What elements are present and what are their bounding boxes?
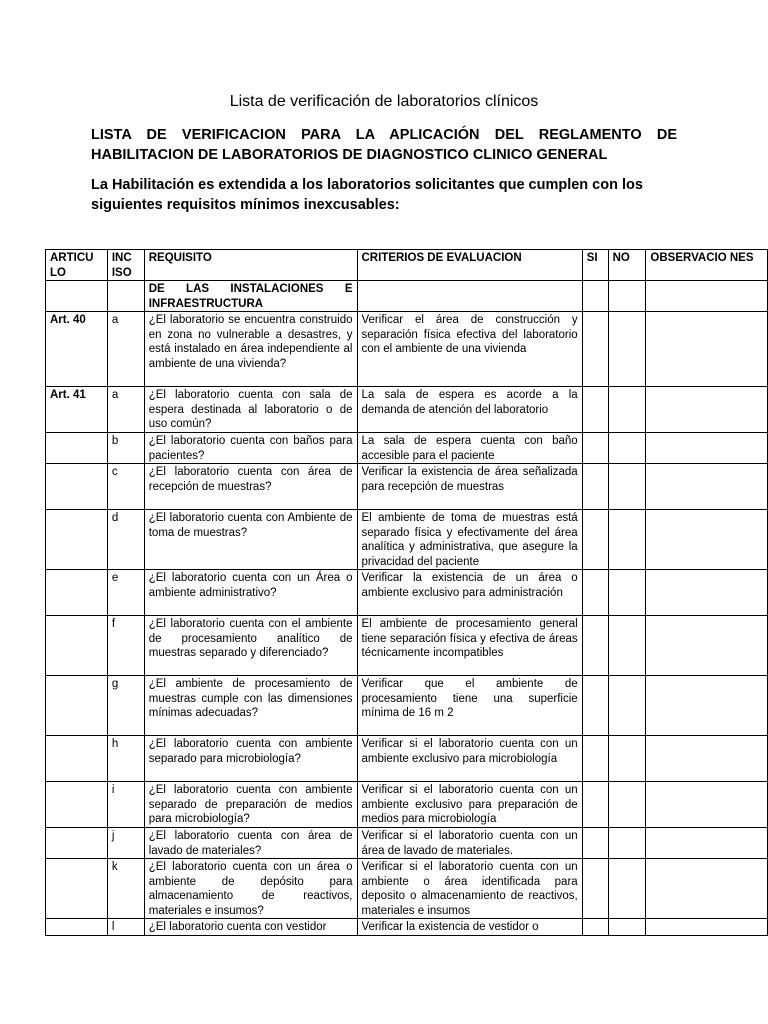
si-cell bbox=[582, 616, 608, 676]
no-cell bbox=[608, 782, 646, 828]
criterio-cell: El ambiente de toma de muestras está separado física y efectivamente del área analítica y administrativa, que asegure la privacidad del paciente bbox=[357, 510, 582, 570]
table-row bbox=[46, 782, 768, 828]
articulo-cell bbox=[46, 570, 108, 616]
requisito-cell: ¿El laboratorio cuenta con un Área o ambiente administrativo? bbox=[144, 570, 357, 616]
criterio-cell: Verificar la existencia de un área o ambiente exclusivo para administración bbox=[357, 570, 582, 616]
criterio-cell: Verificar si el laboratorio cuenta con un ambiente exclusivo para microbiología bbox=[357, 736, 582, 782]
requisito-cell: ¿El laboratorio cuenta con Ambiente de toma de muestras? bbox=[144, 510, 357, 570]
si-cell bbox=[582, 676, 608, 736]
inciso-cell: h bbox=[107, 736, 144, 782]
col-header-no: NO bbox=[608, 250, 646, 281]
no-cell bbox=[608, 736, 646, 782]
articulo-cell bbox=[46, 782, 108, 828]
criterio-cell bbox=[357, 281, 582, 312]
si-cell bbox=[582, 281, 608, 312]
si-cell bbox=[582, 782, 608, 828]
table-row bbox=[46, 736, 768, 782]
requisito-cell: ¿El laboratorio cuenta con un área o ambiente de depósito para almacenamiento de reactivos, materiales e insumos? bbox=[144, 859, 357, 919]
table-row bbox=[46, 616, 768, 676]
observaciones-cell bbox=[646, 510, 768, 570]
inciso-cell: e bbox=[107, 570, 144, 616]
si-cell bbox=[582, 464, 608, 510]
requisito-cell: ¿El laboratorio cuenta con ambiente separado de preparación de medios para microbiología? bbox=[144, 782, 357, 828]
no-cell bbox=[608, 281, 646, 312]
table-row bbox=[46, 510, 768, 570]
checklist-table bbox=[45, 249, 768, 936]
observaciones-cell bbox=[646, 736, 768, 782]
requisito-cell: ¿El laboratorio cuenta con vestidor bbox=[144, 919, 357, 936]
inciso-cell: a bbox=[107, 312, 144, 387]
si-cell bbox=[582, 736, 608, 782]
articulo-cell: Art. 41 bbox=[46, 387, 108, 433]
si-cell bbox=[582, 828, 608, 859]
no-cell bbox=[608, 828, 646, 859]
criterio-cell: La sala de espera cuenta con baño accesible para el paciente bbox=[357, 433, 582, 464]
observaciones-cell bbox=[646, 676, 768, 736]
articulo-cell bbox=[46, 281, 108, 312]
requisito-cell: ¿El laboratorio cuenta con el ambiente de procesamiento analítico de muestras separado y diferenciado? bbox=[144, 616, 357, 676]
criterio-cell: Verificar que el ambiente de procesamiento tiene una superficie mínima de 16 m 2 bbox=[357, 676, 582, 736]
si-cell bbox=[582, 919, 608, 936]
articulo-cell bbox=[46, 919, 108, 936]
no-cell bbox=[608, 312, 646, 387]
inciso-cell: j bbox=[107, 828, 144, 859]
criterio-cell: Verificar la existencia de área señalizada para recepción de muestras bbox=[357, 464, 582, 510]
observaciones-cell bbox=[646, 570, 768, 616]
articulo-cell bbox=[46, 676, 108, 736]
inciso-cell: b bbox=[107, 433, 144, 464]
observaciones-cell bbox=[646, 281, 768, 312]
section-title-cell: DE LAS INSTALACIONES E INFRAESTRUCTURA bbox=[144, 281, 357, 312]
si-cell bbox=[582, 570, 608, 616]
criterio-cell: Verificar la existencia de vestidor o bbox=[357, 919, 582, 936]
no-cell bbox=[608, 616, 646, 676]
articulo-cell bbox=[46, 510, 108, 570]
table-row bbox=[46, 312, 768, 387]
col-header-si: SI bbox=[582, 250, 608, 281]
articulo-cell bbox=[46, 828, 108, 859]
inciso-cell: g bbox=[107, 676, 144, 736]
no-cell bbox=[608, 676, 646, 736]
no-cell bbox=[608, 387, 646, 433]
requisito-cell: ¿El laboratorio cuenta con área de lavado de materiales? bbox=[144, 828, 357, 859]
si-cell bbox=[582, 510, 608, 570]
observaciones-cell bbox=[646, 464, 768, 510]
si-cell bbox=[582, 312, 608, 387]
observaciones-cell bbox=[646, 433, 768, 464]
criterio-cell: Verificar si el laboratorio cuenta con un ambiente exclusivo para preparación de medios para microbiología bbox=[357, 782, 582, 828]
inciso-cell: k bbox=[107, 859, 144, 919]
articulo-cell bbox=[46, 464, 108, 510]
observaciones-cell bbox=[646, 782, 768, 828]
col-header-articulo: ARTICU LO bbox=[46, 250, 108, 281]
inciso-cell: d bbox=[107, 510, 144, 570]
requisito-cell: ¿El laboratorio cuenta con sala de espera destinada al laboratorio o de uso común? bbox=[144, 387, 357, 433]
inciso-cell: c bbox=[107, 464, 144, 510]
no-cell bbox=[608, 464, 646, 510]
table-row bbox=[46, 828, 768, 859]
criterio-cell: Verificar si el laboratorio cuenta con un ambiente o área identificada para deposito o almacenamiento de reactivos, materiales e insumos bbox=[357, 859, 582, 919]
no-cell bbox=[608, 433, 646, 464]
observaciones-cell bbox=[646, 616, 768, 676]
table-row bbox=[46, 433, 768, 464]
criterio-cell: Verificar si el laboratorio cuenta con un área de lavado de materiales. bbox=[357, 828, 582, 859]
inciso-cell: a bbox=[107, 387, 144, 433]
si-cell bbox=[582, 859, 608, 919]
observaciones-cell bbox=[646, 828, 768, 859]
col-header-requisito: REQUISITO bbox=[144, 250, 357, 281]
articulo-cell: Art. 40 bbox=[46, 312, 108, 387]
inciso-cell: l bbox=[107, 919, 144, 936]
inciso-cell: f bbox=[107, 616, 144, 676]
articulo-cell bbox=[46, 433, 108, 464]
table-row bbox=[46, 387, 768, 433]
si-cell bbox=[582, 387, 608, 433]
requisito-cell: ¿El laboratorio se encuentra construido en zona no vulnerable a desastres, y está instalado en área independiente al ambiente de una vivienda? bbox=[144, 312, 357, 387]
criterio-cell: Verificar el área de construcción y separación física efectiva del laboratorio con el ambiente de una vivienda bbox=[357, 312, 582, 387]
section-row bbox=[46, 281, 768, 312]
observaciones-cell bbox=[646, 859, 768, 919]
table-row bbox=[46, 859, 768, 919]
no-cell bbox=[608, 919, 646, 936]
requisito-cell: ¿El laboratorio cuenta con área de recepción de muestras? bbox=[144, 464, 357, 510]
criterio-cell: La sala de espera es acorde a la demanda de atención del laboratorio bbox=[357, 387, 582, 433]
articulo-cell bbox=[46, 859, 108, 919]
criterio-cell: El ambiente de procesamiento general tiene separación física y efectiva de áreas técnicamente incompatibles bbox=[357, 616, 582, 676]
inciso-cell: i bbox=[107, 782, 144, 828]
checklist-heading: LISTA DE VERIFICACION PARA LA APLICACIÓN DEL REGLAMENTO DE HABILITACION DE LABORATORIOS DE DIAGNOSTICO CLINICO GENERAL bbox=[91, 127, 677, 163]
table-row bbox=[46, 676, 768, 736]
requisito-cell: ¿El ambiente de procesamiento de muestras cumple con las dimensiones mínimas adecuadas? bbox=[144, 676, 357, 736]
col-header-inciso: INC ISO bbox=[107, 250, 144, 281]
header-row bbox=[46, 250, 768, 281]
col-header-criterios: CRITERIOS DE EVALUACION bbox=[357, 250, 582, 281]
observaciones-cell bbox=[646, 312, 768, 387]
articulo-cell bbox=[46, 736, 108, 782]
observaciones-cell bbox=[646, 387, 768, 433]
requisito-cell: ¿El laboratorio cuenta con ambiente separado para microbiología? bbox=[144, 736, 357, 782]
no-cell bbox=[608, 859, 646, 919]
observaciones-cell bbox=[646, 919, 768, 936]
articulo-cell bbox=[46, 616, 108, 676]
no-cell bbox=[608, 510, 646, 570]
inciso-cell bbox=[107, 281, 144, 312]
table-row bbox=[46, 570, 768, 616]
col-header-observaciones: OBSERVACIO NES bbox=[646, 250, 768, 281]
requisito-cell: ¿El laboratorio cuenta con baños para pacientes? bbox=[144, 433, 357, 464]
intro-paragraph: La Habilitación es extendida a los laboratorios solicitantes que cumplen con los siguientes requisitos mínimos inexcusables: bbox=[91, 177, 643, 213]
no-cell bbox=[608, 570, 646, 616]
table-row bbox=[46, 919, 768, 936]
si-cell bbox=[582, 433, 608, 464]
document-title: Lista de verificación de laboratorios clínicos bbox=[229, 93, 539, 110]
table-row bbox=[46, 464, 768, 510]
